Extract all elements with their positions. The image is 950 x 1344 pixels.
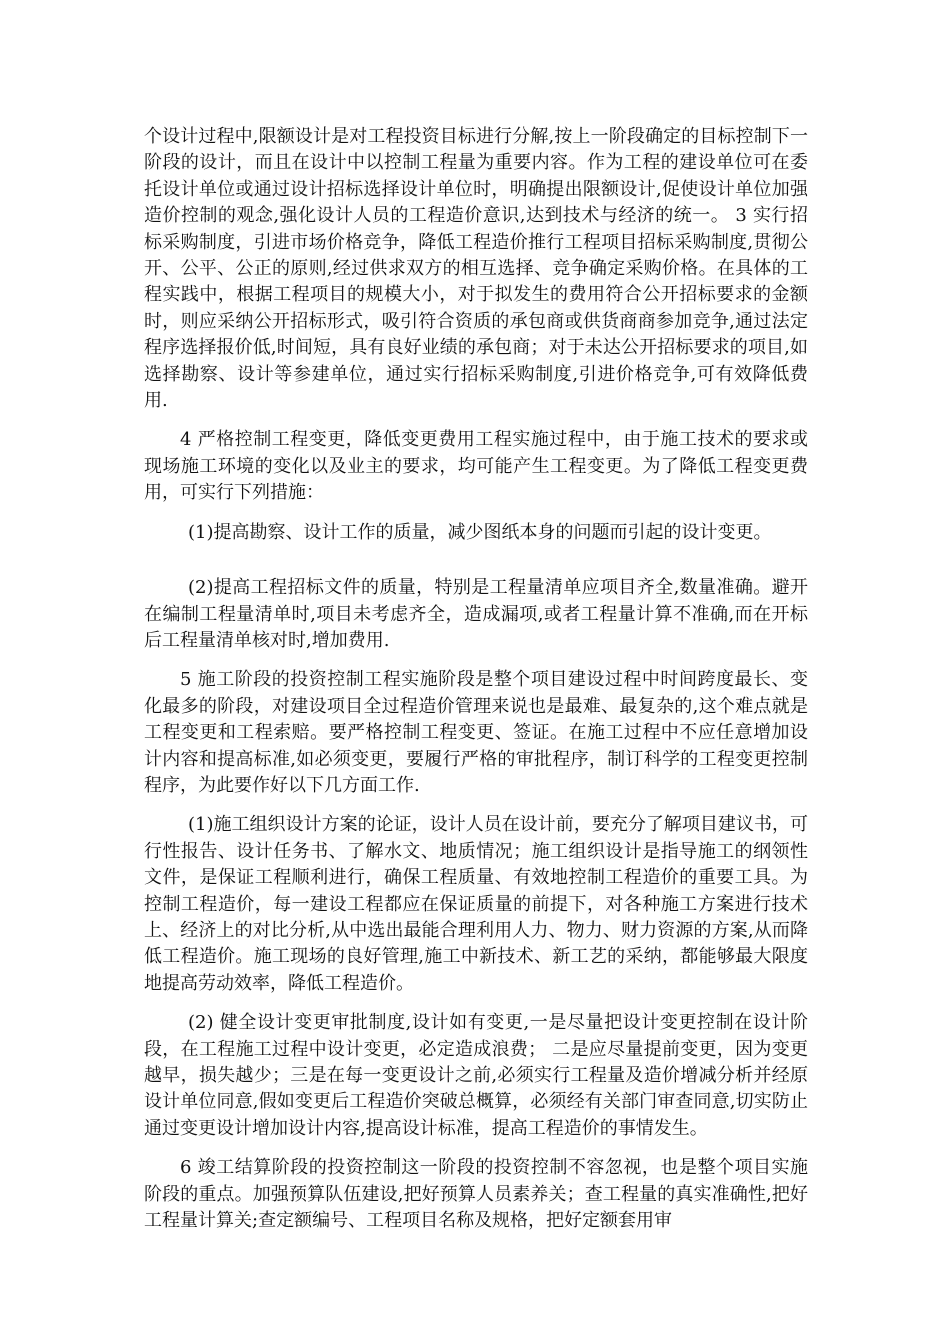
paragraph-change-approval: (2) 健全设计变更审批制度,设计如有变更,一是尽量把设计变更控制在设计阶段，在工程施工过程中设计变更，必定造成浪费； 二是应尽量提前变更，因为变更越早，损失越少；三是在每一变更设计之前,必须实行工程量及造价增减分析并经原设计单位同意,假如变更后工程造价突破总概算，必须经有关部门审查同意,切实防止通过变更设计增加设计内容,提高设计标准，提高工程造价的事情发生。: [144, 1012, 808, 1139]
paragraph-construction-plan: (1)施工组织设计方案的论证，设计人员在设计前，要充分了解项目建议书，可行性报告、设计任务书、了解水文、地质情况；施工组织设计是指导施工的纲领性文件，是保证工程顺利进行，确保工程质量、有效地控制工程造价的重要工具。为控制工程造价，每一建设工程都应在保证质量的前提下，对各种施工方案进行技术上、经济上的对比分析,从中选出最能合理利用人力、物力、财力资源的方案,从而降低工程造价。施工现场的良好管理,施工中新技术、新工艺的采纳，都能够最大限度地提高劳动效率，降低工程造价。: [144, 814, 808, 994]
paragraph-limit-design-and-bidding: 个设计过程中,限额设计是对工程投资目标进行分解,按上一阶段确定的目标控制下一阶段的设计，而且在设计中以控制工程量为重要内容。作为工程的建设单位可在委托设计单位或通过设计招标选择设计单位时，明确提出限额设计,促使设计单位加强造价控制的观念,强化设计人员的工程造价意识,达到技术与经济的统一。 3 实行招标采购制度，引进市场价格竞争，降低工程造价推行工程项目招标采购制度,贯彻公开、公平、公正的原则,经过供求双方的相互选择、竞争确定采购价格。在具体的工程实践中，根据工程项目的规模大小，对于拟发生的费用符合公开招标要求的金额时，则应采纳公开招标形式，吸引符合资质的承包商或供货商商参加竞争,通过法定程序选择报价低,时间短，具有良好业绩的承包商；对于未达公开招标要求的项目,如选择勘察、设计等参建单位，通过实行招标采购制度,引进价格竞争,可有效降低费用.: [144, 126, 808, 412]
paragraph-construction-stage: 5 施工阶段的投资控制工程实施阶段是整个项目建设过程中时间跨度最长、变化最多的阶段，对建设项目全过程造价管理来说也是最难、最复杂的,这个难点就是工程变更和工程索赔。要严格控制工程变更、签证。在施工过程中不应任意增加设计内容和提高标准,如必须变更，要履行严格的审批程序，制订科学的工程变更控制程序，为此要作好以下几方面工作.: [144, 669, 808, 796]
paragraph-completion-settlement: 6 竣工结算阶段的投资控制这一阶段的投资控制不容忽视，也是整个项目实施阶段的重点。加强预算队伍建设,把好预算人员素养关；查工程量的真实准确性,把好工程量计算关;查定额编号、工程项目名称及规格，把好定额套用审: [144, 1157, 808, 1232]
paragraph-measure-survey-quality: (1)提高勘察、设计工作的质量，减少图纸本身的问题而引起的设计变更。: [188, 521, 772, 543]
paragraph-measure-bidding-documents: (2)提高工程招标文件的质量，特别是工程量清单应项目齐全,数量准确。避开在编制工程量清单时,项目未考虑齐全，造成漏项,或者工程量计算不准确,而在开标后工程量清单核对时,增加费用.: [144, 577, 808, 651]
paragraph-control-changes: 4 严格控制工程变更，降低变更费用工程实施过程中，由于施工技术的要求或现场施工环境的变化以及业主的要求，均可能产生工程变更。为了降低工程变更费用，可实行下列措施：: [144, 429, 808, 504]
document-body: [144, 124, 808, 1234]
